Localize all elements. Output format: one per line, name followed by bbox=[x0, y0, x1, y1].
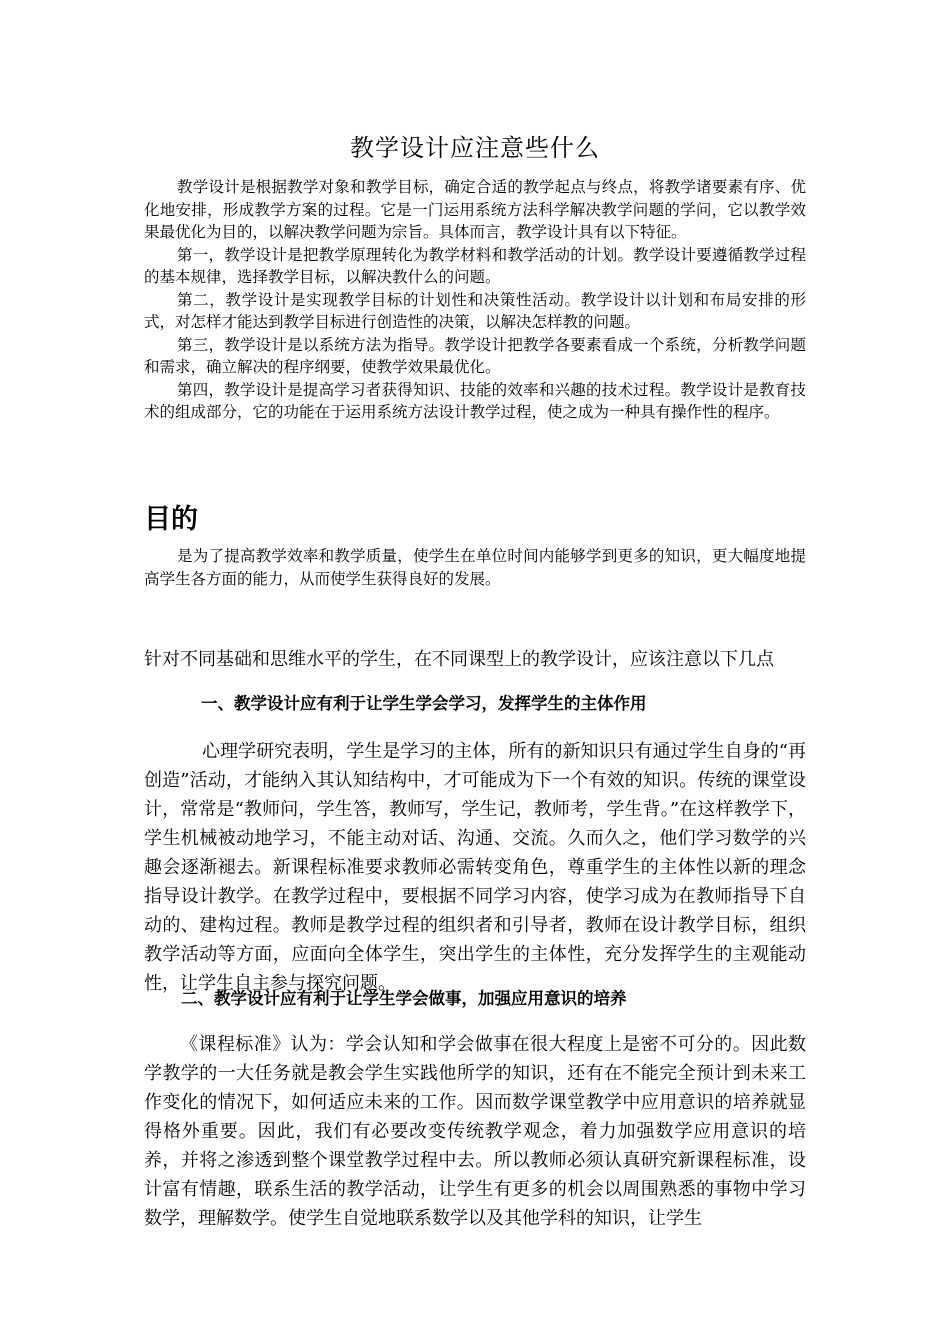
feature-paragraph-3: 第三，教学设计是以系统方法为指导。教学设计把教学各要素看成一个系统，分析教学问题和需求，确立解决的程序纲要，使教学效果最优化。 bbox=[144, 335, 806, 376]
feature-paragraph-1: 第一，教学设计是把教学原理转化为教学材料和教学活动的计划。教学设计要遵循教学过程的基本规律，选择教学目标，以解决教什么的问题。 bbox=[144, 245, 806, 286]
document-title: 教学设计应注意些什么 bbox=[350, 134, 600, 162]
intro-section bbox=[144, 176, 806, 424]
purpose-paragraph: 是为了提高教学效率和教学质量，使学生在单位时间内能够学到更多的知识，更大幅度地提高学生各方面的能力，从而使学生获得良好的发展。 bbox=[144, 547, 806, 588]
purpose-section bbox=[144, 545, 806, 590]
section2-heading: 二、教学设计应有利于让学生学会做事，加强应用意识的培养 bbox=[181, 989, 627, 1008]
feature-paragraph-2: 第二，教学设计是实现教学目标的计划性和决策性活动。教学设计以计划和布局安排的形式，对怎样才能达到教学目标进行创造性的决策，以解决怎样教的问题。 bbox=[144, 290, 806, 331]
feature-paragraph-4: 第四，教学设计是提高学习者获得知识、技能的效率和兴趣的技术过程。教学设计是教育技术的组成部分，它的功能在于运用系统方法设计教学过程，使之成为一种具有操作性的程序。 bbox=[144, 380, 806, 421]
section1-paragraph: 心理学研究表明，学生是学习的主体，所有的新知识只有通过学生自身的“再创造”活动，才能纳入其认知结构中，才可能成为下一个有效的知识。传统的课堂设计，常常是“教师问，学生答，教师写，学生记，教师考，学生背。”在这样教学下，学生机械被动地学习，不能主动对话、沟通、交流。久而久之，他们学习数学的兴趣会逐渐褪去。新课程标准要求教师必需转变角色，尊重学生的主体性以新的理念指导设计教学。在教学过程中，要根据不同学习内容，使学习成为在教师指导下自动的、建构过程。教师是教学过程的组织者和引导者，教师在设计教学目标，组织教学活动等方面，应面向全体学生，突出学生的主体性，充分发挥学生的主观能动性，让学生自主参与探究问题。 bbox=[144, 741, 806, 994]
purpose-heading: 目的 bbox=[144, 504, 198, 535]
intro-paragraph: 教学设计是根据教学对象和教学目标，确定合适的教学起点与终点，将教学诸要素有序、优化地安排，形成教学方案的过程。它是一门运用系统方法科学解决教学问题的学问，它以教学效果最优化为目的，以解决教学问题为宗旨。具体而言，教学设计具有以下特征。 bbox=[144, 178, 806, 241]
lead-sentence: 针对不同基础和思维水平的学生，在不同课型上的教学设计，应该注意以下几点 bbox=[144, 649, 774, 670]
section1-heading: 一、教学设计应有利于让学生学会学习，发挥学生的主体作用 bbox=[201, 694, 647, 713]
section2-paragraph: 《课程标准》认为：学会认知和学会做事在很大程度上是密不可分的。因此数学教学的一大任务就是教会学生实践他所学的知识，还有在不能完全预计到未来工作变化的情况下，如何适应未来的工作。因而数学课堂教学中应用意识的培养就显得格外重要。因此，我们有必要改变传统教学观念，着力加强数学应用意识的培养，并将之渗透到整个课堂教学过程中去。所以教师必须认真研究新课程标准，设计富有情趣，联系生活的教学活动，让学生有更多的机会以周围熟悉的事物中学习数学，理解数学。使学生自觉地联系数学以及其他学科的知识，让学生 bbox=[144, 1034, 806, 1229]
